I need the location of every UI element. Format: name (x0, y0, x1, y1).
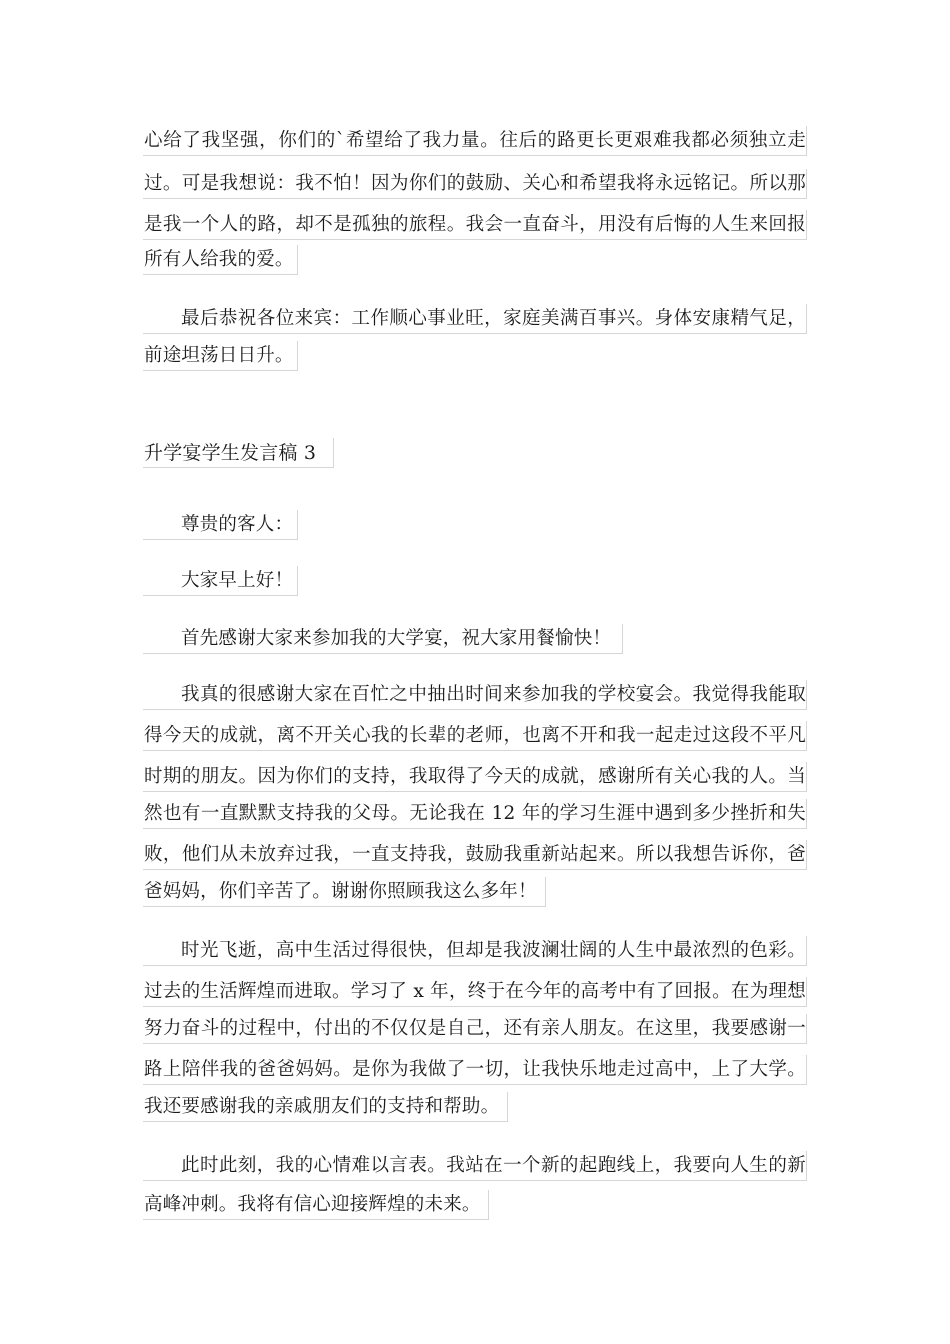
text-line: 最后恭祝各位来宾：工作顺心事业旺，家庭美满百事兴。身体安康精气足， (143, 304, 807, 334)
text-line: 尊贵的客人： (143, 510, 298, 540)
text-line: 大家早上好！ (143, 566, 298, 596)
text-line: 我还要感谢我的亲戚朋友们的支持和帮助。 (143, 1092, 508, 1122)
text-line: 得今天的成就，离不开关心我的长辈的老师，也离不开和我一起走过这段不平凡 (143, 721, 807, 751)
text-line: 路上陪伴我的爸爸妈妈。是你为我做了一切，让我快乐地走过高中，上了大学。 (143, 1055, 807, 1085)
text-line: 前途坦荡日日升。 (143, 341, 298, 371)
section-heading: 升学宴学生发言稿 3 (143, 438, 334, 468)
text-line: 此时此刻，我的心情难以言表。我站在一个新的起跑线上，我要向人生的新 (143, 1151, 807, 1181)
text-line: 过。可是我想说：我不怕！因为你们的鼓励、关心和希望我将永远铭记。所以那 (143, 169, 807, 199)
text-line: 心给了我坚强，你们的`希望给了我力量。往后的路更长更艰难我都必须独立走 (143, 126, 807, 156)
text-line: 首先感谢大家来参加我的大学宴，祝大家用餐愉快！ (143, 624, 623, 654)
text-line: 然也有一直默默支持我的父母。无论我在 12 年的学习生涯中遇到多少挫折和失 (143, 799, 807, 829)
text-line: 是我一个人的路，却不是孤独的旅程。我会一直奋斗，用没有后悔的人生来回报 (143, 210, 807, 240)
text-line: 高峰冲刺。我将有信心迎接辉煌的未来。 (143, 1190, 489, 1220)
text-line: 努力奋斗的过程中，付出的不仅仅是自己，还有亲人朋友。在这里，我要感谢一 (143, 1014, 807, 1044)
text-line: 时光飞逝，高中生活过得很快，但却是我波澜壮阔的人生中最浓烈的色彩。 (143, 936, 807, 966)
text-line: 败，他们从未放弃过我，一直支持我，鼓励我重新站起来。所以我想告诉你，爸 (143, 840, 807, 870)
text-line: 所有人给我的爱。 (143, 245, 298, 275)
text-line: 我真的很感谢大家在百忙之中抽出时间来参加我的学校宴会。我觉得我能取 (143, 680, 807, 710)
text-line: 爸妈妈，你们辛苦了。谢谢你照顾我这么多年！ (143, 877, 546, 907)
text-line: 过去的生活辉煌而进取。学习了 x 年，终于在今年的高考中有了回报。在为理想 (143, 977, 807, 1007)
text-line: 时期的朋友。因为你们的支持，我取得了今天的成就，感谢所有关心我的人。当 (143, 762, 807, 792)
